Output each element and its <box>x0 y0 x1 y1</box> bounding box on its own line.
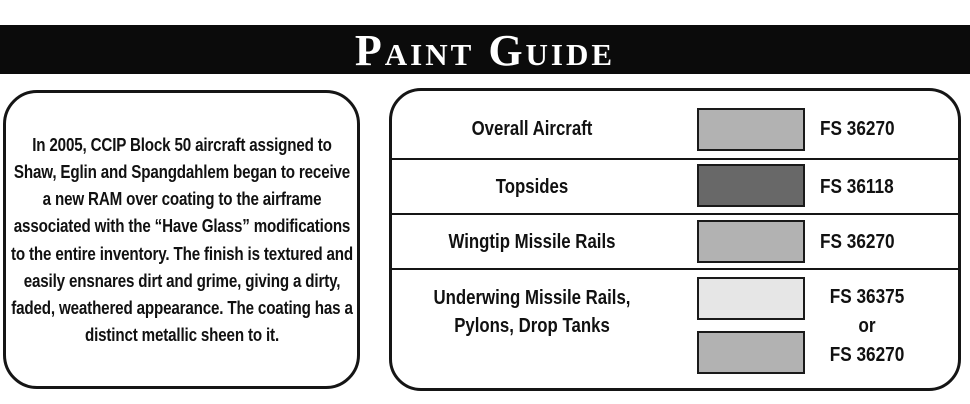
paint-row-label-line2: Pylons, Drop Tanks <box>454 315 610 337</box>
title-banner <box>0 25 970 74</box>
fs-code: FS 36270 <box>820 231 895 253</box>
fs-code-1: FS 36375 <box>829 286 905 308</box>
paint-row-overall <box>392 91 958 158</box>
description-panel <box>3 90 360 389</box>
color-swatch-1 <box>697 277 805 320</box>
color-swatch <box>697 220 805 263</box>
color-swatch <box>697 164 805 207</box>
paint-row-wingtip <box>392 213 958 268</box>
fs-code: FS 36118 <box>820 176 894 198</box>
paint-row-underwing <box>392 268 958 391</box>
paint-row-label-line1: Underwing Missile Rails, <box>433 287 631 309</box>
paint-row-label: Overall Aircraft <box>471 118 593 140</box>
fs-code: FS 36270 <box>820 118 895 140</box>
page-title: Paint Guide <box>354 25 616 75</box>
paint-row-label: Wingtip Missile Rails <box>448 231 616 253</box>
fs-code-2: FS 36270 <box>829 344 905 366</box>
paint-row-topsides <box>392 158 958 213</box>
paint-row-label: Topsides <box>495 176 569 198</box>
color-swatch <box>697 108 805 151</box>
color-swatch-2 <box>697 331 805 374</box>
description-text: In 2005, CCIP Block 50 aircraft assigned to Shaw, Eglin and Spangdahlem began to receive a new RAM over coating to the airframe associated with the “Have Glass” modifications to the entire inventory. The finish is textured and easily ensnares dirt and grime, giving a dirty, faded, weathered appearance. The coating has a distinct metallic sheen to it. <box>10 133 353 346</box>
code-separator: or <box>858 315 876 337</box>
paint-table <box>389 88 961 391</box>
